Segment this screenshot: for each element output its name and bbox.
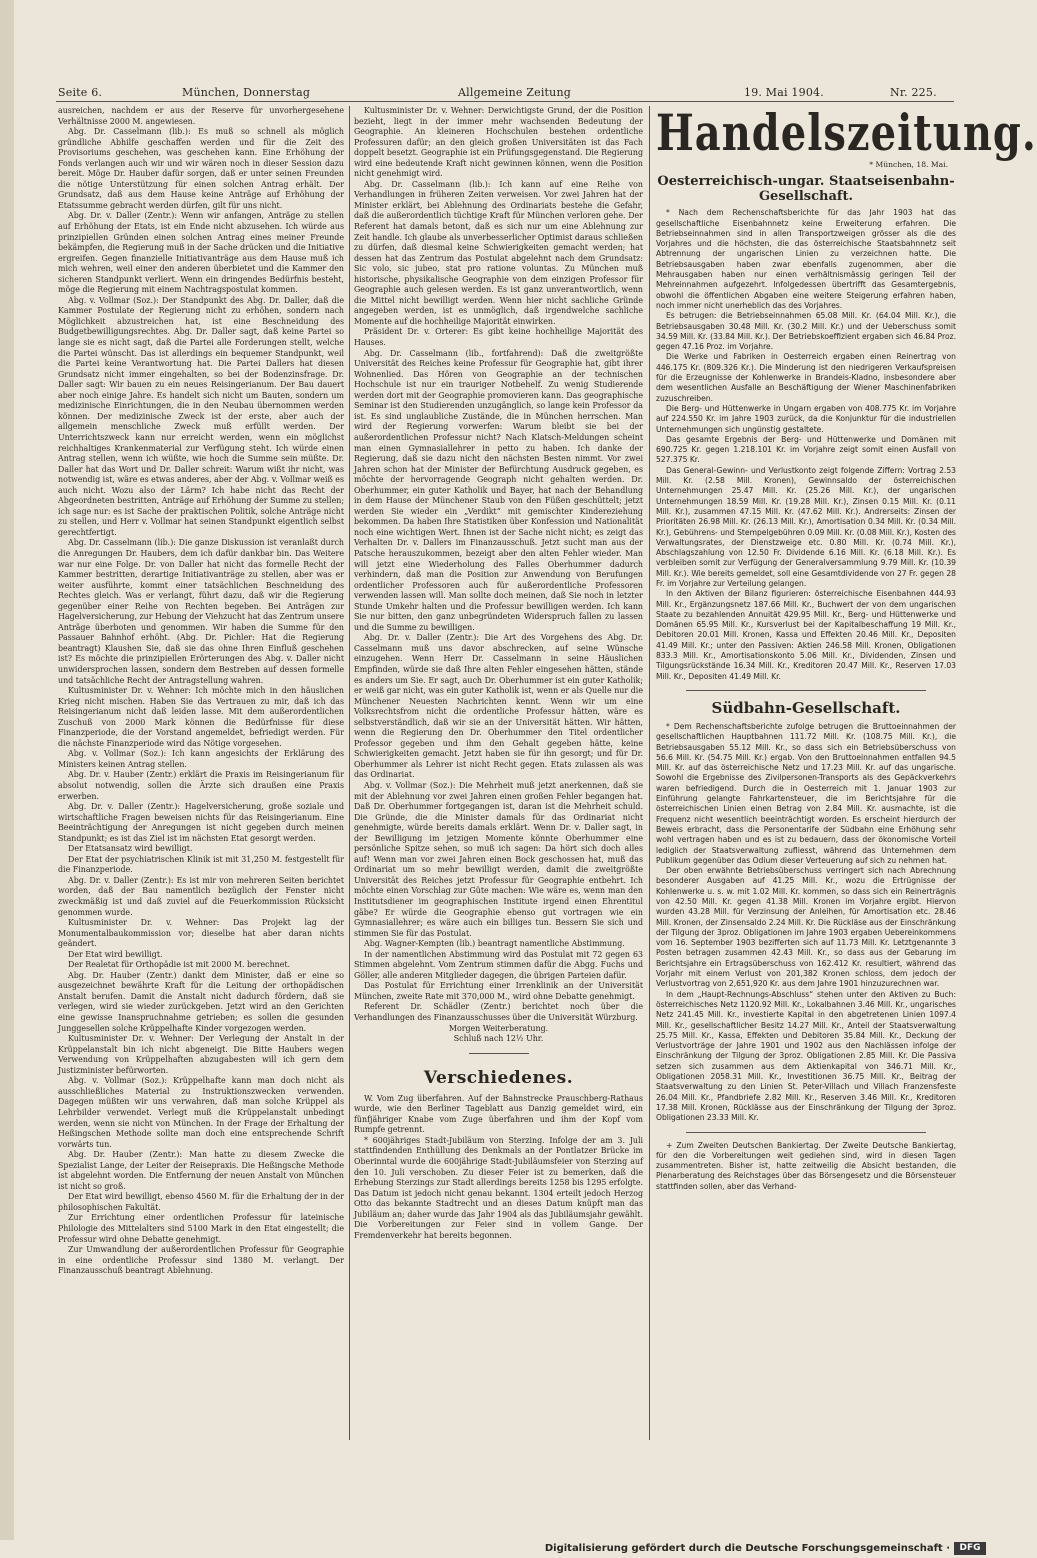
paragraph: Der oben erwähnte Betriebsüberschuss verringert sich nach Abrechnung besonderer Ausgaben auf 41.25 Mill. Kr., wozu die Ertrügnisse der Kohlenwerke u. s. w. mit 1.02 Mill. Kr. kommen, so dass sich ein Reinerträgnis von 42.50 Mill. Kr. gegen 41.38 Mill. Kronen im Vorjahre ergibt. Hiervon wurden 43.28 Mill. für Verzinsung der Anleihen, für Amortisation etc. 28.46 Mill. Kronen, der Zinsensaldo 2.24 Mill. Kr. Die Rückläse aus der Einschränkung der Tilgung der 3proz. Obligationen im Jahre 1903 ergaben Uebereinkommens vom 16. September 1903 bezifferten sich auf 11.73 Mill. Kr. Letztgenannte 3 Posten betragen zusammen 42.43 Mill. Kr., so dass aus der Gebarung im Berichtsjahre ein Ertragsüberschuss von 162.412 Kr. resultiert, während das Vorjahr mit einem Verlust von 201,382 Kronen schloss, dem jedoch der Verlustvortrag von 2,651,920 Kr. aus dem Jahre 1901 hinzuzurechnen war. [656, 866, 956, 989]
paragraph: Abg. Dr. Hauber (Zentr.): Man hatte zu diesem Zwecke die Spezialist Lange, der Leiter der Reisepraxis. Die Heßingsche Methode ist abgelehnt worden. Die Entfernung der neuen Anstalt von München ist nicht so groß. [58, 1150, 344, 1191]
page-number: Seite 6. [58, 86, 103, 99]
paragraph: Abg. Dr. Casselmann (lib.): Die ganze Diskussion ist veranlaßt durch die Anregungen Dr. Haubers, dem ich dafür dankbar bin. Das Weitere war nur eine Folge. Dr. von Daller hat nicht das formelle Recht der Kammer bestritten, derartige Initiativanträge zu stellen, aber was er weiter ausführte, kommt einer tatsächlichen Beschneidung des Rechtes gleich. Was er verlangt, führt dazu, daß wir die Regierung gegenüber einer Reihe von Rechten begeben. Bei Anträgen zur Hagelversicherung, zur Hebung der Viehzucht hat das Zentrum unsere Anträge überboten und genommen. Wir haben die Summe für den Passauer Bahnhof erhöht. (Abg. Dr. Pichler: Hat die Regierung beantragt) Klaushen Sie, daß sie das ohne Ihren Einfluß geschehen ist? Es möchte die prinzipiellen Erörterungen des Abg. v. Daller nicht unwidersprochen lassen, sondern dem Bestreben auf dessen formelle und tatsächliche Recht der Antragstellung wahren. [58, 538, 344, 685]
paragraph: * Dem Rechenschaftsberichte zufolge betrugen die Bruttoeinnahmen der gesellschaftlichen Hauptbahnen 111.72 Mill. Kr. (108.75 Mill. Kr.), die Betriebsausgaben 55.12 Mill. Kr., so dass sich ein Betriebsüberschuss von 56.6 Mill. Kr. (54.75 Mill. Kr.) ergab. Von den Bruttoeinnahmen entfallen 94.5 Mill. Kr. auf das österreichische Netz und 17.23 Mill. Kr. auf das ungarische. Sowohl die Ergebnisse des Zivilpersonen-Transports als des Gepäckverkehrs waren befriedigend. Durch die in Oesterreich mit 1. Januar 1903 zur Einführung gelangte Fahrkartensteuer, die im Berichtsjahre für die österreichischen Linien einen Betrag von 2.84 Mill. Kr. ausmachte, ist die Frequenz nicht wesentlich beeinträchtigt worden. Es erscheint hierdurch der Beweis erbracht, dass die Personentarife der Südbahn eine Erhöhung sehr wohl vertragen haben und es ist zu bedauern, dass der ökonomische Vorteil lediglich der Staatsverwaltung zufliesst, während das Unternehmen dem Publikum gegenüber das Odium dieser Verteuerung auf sich zu nehmen hat. [656, 721, 956, 865]
paragraph: Abg. Dr. Hauber (Zentr.) dankt dem Minister, daß er eine so ausgezeichnet bewährte Kraft für die Leitung der orthopädischen Anstalt berufen. Damit die Anstalt nicht dadurch fördern, daß sie verlegen, wird sie wieder zurückgeben. Jetzt wird an den Gerichten eine gewisse Inanspruchnahme getrieben; es sollen die gesunden Junggesellen solche Krüppelhafte Kinder vorgezogen werden. [58, 970, 344, 1033]
paragraph: Der Realetat für Orthopädie ist mit 2000 M. berechnet. [68, 960, 291, 970]
paragraph: Referent Dr. Schädler (Zentr.) berichtet noch über die Verhandlungen des Finanzausschusses über die Universität Würzburg. [354, 1002, 643, 1023]
paragraph: Das Postulat für Errichtung einer Irrenklinik an der Universität München, zweite Rate mit 370,000 M., wird ohne Debatte genehmigt. [354, 981, 643, 1001]
paragraph: Der Etat wird bewilligt, ebenso 4560 M. für die Erhaltung der in der philosophischen Fakultät. [58, 1192, 344, 1212]
paragraph: Abg. Dr. Casselmann (lib.): Ich kann auf eine Reihe von Verhandlungen in früheren Zeiten verweisen. Vor zwei Jahren hat der Minister erklärt, bei Ablehnung des Ordinariats bestehe die Gefahr, daß die außerordentlich tüchtige Kraft für München verloren gehe. Der Referent hat damals betont, daß es sich nur um eine Ablehnung zur Zeit handle. Ich glaube als unverbesserlicher Optimist daraus schließen zu dürfen, daß diesmal keine Schwierigkeiten gemacht werden; hat dessen hat das Zentrum das Postulat abgelehnt nach dem Grundsatz: Sic volo, sic jubeo, stat pro ratione voluntas. Zu München muß historische, physikalische Geographie von dem einzigen Professor für Geographie auch gelesen werden. Es ist ganz unverantwortlich, wenn die Mittel nicht bewilligt werden. Wenn hier nicht sachliche Gründe angegeben werden, ist es unmöglich, daß irgendwelche sachliche Momente auf die hochheilige Majorität einwirken. [354, 179, 643, 326]
paragraph: Abg. Dr. v. Hauber (Zentr.) erklärt die Praxis im Reisingerianum für absolut notwendig, sollen die Ärzte sich draußen eine Praxis erwerben. [58, 770, 344, 801]
paragraph: Zur Errichtung einer ordentlichen Professur für lateinische Philologie des Mittelalters sind 5100 Mark in den Etat eingestellt; die Professur wird ohne Debatte genehmigt. [58, 1213, 344, 1244]
paragraph: Die Berg- und Hüttenwerke in Ungarn ergaben von 408.775 Kr. im Vorjahre auf 224.550 Kr. im Jahre 1903 zurück, da die Konjunktur für die industriellen Unternehmungen sich ungünstig gestaltete. [656, 403, 956, 434]
dfg-logo: DFG [954, 1542, 986, 1555]
paragraph: Kultusminister Dr. v. Wehner: Das Projekt lag der Monumentalbaukommission vor; dieselbe hat aber daran nichts geändert. [58, 918, 344, 949]
closing-line: Morgen Weiterberatung. [448, 1023, 549, 1033]
column-rule-1 [349, 106, 350, 1440]
column-1 [58, 106, 344, 1440]
paragraph: ausreichen, nachdem er aus der Reserve für unvorhergesehene Verhältnisse 2000 M. angewiesen. [58, 106, 344, 126]
paragraph: Kultusminister Dr. v. Wehner: Derwichtigste Grund, der die Position bezieht, liegt in der immer mehr wachsenden Bedeutung der Geographie. An kleineren Hochschulen bestehen ordentliche Professuren dafür; an den gleich großen Universitäten ist das Fach doppelt besetzt. Geographie ist ein Prüfungsgegenstand. Die Regierung wird eine bedeutende Kraft nicht gewinnen können, wenn die Position nicht genehmigt wird. [354, 106, 643, 179]
header-rule [56, 101, 954, 102]
paragraph: Abg. v. Vollmar (Soz.): Der Standpunkt des Abg. Dr. Daller, daß die Kammer Postulate der Regierung nicht zu erhöhen, sondern nach Möglichkeit abzustreichen hat, ist eine Beschneidung des Budgetbewilligungsrechtes. Abg. Dr. Daller sagt, daß keine Partei so lange sie es nicht sagt, daß die Partei alle Forderungen stellt, welche die Partei wünscht. Das ist allerdings ein bequemer Standpunkt, weil die Partei keine Verantwortung hat. Die Partei Dallers hat diesen Grundsatz nicht immer eingehalten, so bei der Bodenzinsfrage. Dr. Daller sagt: Wir bauen zu ein neues Reisingerianum. Der Bau dauert aber noch einige Jahre. Es handelt sich nicht um Bauten, sondern um medizinische Einrichtungen, die in den Neubau übernommen werden können. Der medizinische Zweck ist der erste, aber auch der allgemein menschliche Zweck muß erfüllt werden. Der Unterrichtszweck kann nur erreicht werden, wenn ein möglichst reichhaltiges Krankenmaterial zur Verfügung steht. Ich würde einen Antrag stellen, wenn ich wüßte, wie hoch die Summe sein müßte. Dr. Daller hat das Wort und Dr. Daller schreit: Warum wißt ihr nicht, was notwendig ist, wäre es etwas anderes, aber der Abg. v. Vollmar weiß es auch nicht. Wozu also der Lärm? Ich habe nicht das Recht der Abgeordneten bestritten, Anträge auf Erhöhung der Summe zu stellen; ich sage nur: es ist Sache der praktischen Politik, solche Anträge nicht zu stellen, und Herr v. Vollmar hat seinen Standpunkt eigentlich selbst gerechtfertigt. [58, 295, 344, 537]
paragraph: Abg. v. Vollmar (Soz.): Ich kann angesichts der Erklärung des Ministers keinen Antrag stellen. [58, 749, 344, 769]
section-title: Verschiedenes. [423, 1067, 574, 1088]
newspaper-name: Allgemeine Zeitung [458, 86, 571, 99]
closing-line: Schluß nach 12½ Uhr. [453, 1034, 544, 1044]
column-3 [656, 103, 1037, 1440]
paragraph: Präsident Dr. v. Orterer: Es gibt keine hochheilige Majorität des Hauses. [354, 327, 643, 348]
paragraph: Abg. Wagner-Kempten (lib.) beantragt namentliche Abstimmung. [364, 939, 625, 949]
paragraph: Abg. Dr. v. Daller (Zentr.): Die Art des Vorgehens des Abg. Dr. Casselmann muß uns davor abschrecken, auf seine Wünsche einzugehen. Wenn Herr Dr. Casselmann in seine Häuslichen Empfinden, würde sie daß Ihre alten Fehler eingesehen hätten, stände es anders um Sie. Er sagt, auch Dr. Oberhummer ist ein guter Katholik; er weiß gar nicht, was ein guter Katholik ist, wenn er als Quelle nur die Münchener Neuesten Nachrichten kennt. Wenn wir um eine Volksrechtsfrom nicht die ordentliche Professur hätten, wäre es selbstverständlich, daß wir sie an der Universität hätten. Wir hätten, wenn die Regierung den Dr. Oberhummer den Titel ordentlicher Professor gegeben und ihm den Gehalt gegeben hätte, keine Schwierigkeiten gemacht. Jetzt haben sie für ihn gesorgt; und für Dr. Oberhummer als Lehrer ist nicht Recht gegen. Etats zulassen als was das Ordinariat. [354, 633, 643, 780]
paragraph: Abg. v. Vollmar (Soz.): Krüppelhafte kann man doch nicht als ausschließliches Material zu Instruktionszwecken verwenden. Dagegen müßten wir uns verwahren, daß man solche Krüppel als Lehrbilder verwendet. Verlegt muß die Krüppelanstalt unbedingt werden, wenn sie nicht von München. In der Frage der Erhaltung der Heßingschen Methode sollte man doch eine entsprechende Schrift vorwärts tun. [58, 1076, 344, 1149]
paragraph: Zur Umwandlung der außerordentlichen Professur für Geographie in eine ordentliche Professur sind 1380 M. verlangt. Der Finanzausschuß beantragt Ablehnung. [58, 1245, 344, 1276]
page-header [56, 86, 954, 102]
paragraph: * Nach dem Rechenschaftsberichte für das Jahr 1903 hat das gesellschaftliche Eisenbahnnetz keine Erweiterung erfahren. Die Betriebseinnahmen sind in allen Transportzweigen grösser als die des Vorjahres und die höchsten, die das österreichische Staatsbahnnetz seit Abtrennung der ungarischen Linien zu verzeichnen hatte. Die Betriebsausgaben haben zwar ebenfalls zugenommen, aber die Mehrausgaben haben nur einen verhältnismässig geringen Teil der Mehreinnahmen aufgezehrt. Infolgedessen übertrifft das Gesamtergebnis, obwohl die öffentlichen Abgaben eine weitere Steigerung erfahren haben, noch immer nicht unerheblich das des Vorjahres. [656, 208, 956, 310]
paragraph: Kultusminister Dr. v. Wehner: Ich möchte mich in den häuslichen Krieg nicht mischen. Haben Sie das Vertrauen zu mir, daß ich das Reisingerianum nicht daß leiden lasse. Mit dem außerordentlichen Zuschuß von 2000 Mark können die Bedürfnisse für diese Finanzperiode, die der Vorstand angemeldet, befriedigt werden. Für die nächste Finanzperiode wird das Nötige vorgesehen. [58, 686, 344, 748]
article-divider [686, 690, 926, 691]
paragraph: In dem „Haupt-Rechnungs-Abschluss“ stehen unter den Aktiven zu Buch: österreichisches Netz 1120.92 Mill. Kr., Lokalbahnen 3.46 Mill. Kr., ungarisches Netz 241.45 Mill. Kr., investierte Kapital in den abgetretenen Linien 1097.4 Mill. Kr., gesellschaftlicher Besitz 14.27 Mill. Kr., Anteil der Staatsverwaltung 25.75 Mill. Kr., Kassa, Effekten und Debitoren 35.84 Mill. Kr., Deckung der Verlustvorträge der Jahre 1901 und 1902 aus den Nachlässen infolge der Einschränkung der Tilgung der 3proz. Obligationen 2.85 Mill. Kr. Die Passiva setzen sich zusammen aus dem Aktienkapital von 346.71 Mill. Kr., Obligationen 2058.31 Mill. Kr., Investitionen 36.75 Mill. Kr., Beitrag der Staatsverwaltung zu den Linien St. Peter-Villach und Villach Franzensfeste 26.04 Mill. Kr., Pfandbriefe 2.82 Mill. Kr., Reserven 3.46 Mill. Kr., Kreditoren 17.38 Mill. Kronen, Rücklässe aus der Einschränkung der Tilgung der 3proz. Obligationen 23.33 Mill. Kr. [656, 989, 956, 1123]
issue-date: 19. Mai 1904. [744, 86, 824, 99]
paragraph: In den Aktiven der Bilanz figurieren: österreichische Eisenbahnen 444.93 Mill. Kr., Ergänzungsnetz 187.66 Mill. Kr., Buchwert der von dem ungarischen Staate zu bezahlenden Annuität 429.95 Mill. Kr., Berg- und Hüttenwerke und Domänen 65.95 Mill. Kr., Kursverlust bei der Kapitalbeschaffung 19 Mill. Kr., Debitoren 20.01 Mill. Kronen, Kassa und Effekten 20.46 Mill. Kr., Depositen 41.49 Mill. Kr.; unter den Passiven: Aktien 246.58 Mill. Kronen, Obligationen 833.3 Mill. Kr., Amortisationskonto 5.06 Mill. Kr., Dividenden, Zinsen und Tilgungsrückstände 16.34 Mill. Kr., Kreditoren 20.47 Mill. Kr., Reserven 17.03 Mill. Kr., Depositen 41.49 Mill. Kr. [656, 589, 956, 681]
column-rule-2 [649, 106, 650, 1440]
paragraph: Der Etatsansatz wird bewilligt. [68, 844, 193, 854]
issue-number: Nr. 225. [890, 86, 937, 99]
paragraph: * 600jähriges Stadt-Jubiläum von Sterzing. Infolge der am 3. Juli stattfindenden Enthüllung des Denkmals an der Pontlatzer Brücke im Oberinntal wurde die 600jährige Stadt-Jubiläumsfeier von Sterzing auf den 10. Juli verschoben. Zu dieser Feier ist zu bemerken, daß die Erhebung Sterzings zur Stadt allerdings bereits 1258 bis 1295 erfolgte. Das Datum ist jedoch nicht genau bekannt. 1304 erteilt jedoch Herzog Otto das bekannte Stadtrecht und an dieses Datum knüpft man das Jubiläum an; daher wurde das Jahr 1904 als das Jubiläumsjahr gewählt. Die Vorbereitungen zur Feier sind in vollem Gange. Der Fremdenverkehr hat bereits begonnen. [354, 1135, 643, 1240]
paragraph: Kultusminister Dr. v. Wehner: Der Verlegung der Anstalt in der Krüppelanstalt bin ich nicht abgeneigt. Die Bitte Haubers wegen Verwendung von Krüppelhaften abzugabesten will ich gern dem Justizminister befürworten. [58, 1034, 344, 1075]
paragraph: Abg. v. Vollmar (Soz.): Die Mehrheit muß jetzt anerkennen, daß sie mit der Ablehnung vor zwei Jahren einen großen Fehler begangen hat. Daß Dr. Oberhummer fortgegangen ist, daran ist die Mehrheit schuld. Die Gründe, die die Minister damals für das Ordinariat nicht genehmigte, würde bereits damals erklärt. Wenn Dr. v. Daller sagt, in der Bewilligung im jetzigen Momente könnte Oberhummer eine persönliche Spitze sehen, so muß ich sagen: Da hört sich doch alles auf! Wenn man vor zwei Jahren einen Bock geschossen hat, muß das Ordinariat um so mehr bewilligt werden, damit die zweitgrößte Universität des Reiches jetzt Professur für Geographie entbehrt. Ich möchte einen Vorschlag zur Güte machen: Wie wäre es, wenn man den Institutsdiener im geographischen Institute irgend einen Ehrentitul gäbe? Er würde die Geographie ebenso gut vortragen wie ein Gymnasiallehrer; es wäre auch ein billiges tun. Bessern Sie sich und stimmen Sie für das Postulat. [354, 781, 643, 938]
column-2 [354, 106, 643, 1440]
article-heading: Südbahn-Gesellschaft. [711, 698, 901, 717]
funding-credit: Digitalisierung gefördert durch die Deutsche Forschungsgemeinschaft · [544, 1543, 950, 1554]
paragraph: Der Etat wird bewilligt. [68, 949, 163, 959]
place-day: München, Donnerstag [182, 86, 311, 99]
paragraph: Das gesamte Ergebnis der Berg- und Hüttenwerke und Domänen mit 690.725 Kr. gegen 1.218.101 Kr. im Vorjahre zeigt somit einen Ausfall von 527.375 Kr. [656, 434, 956, 465]
paragraph: Abg. Dr. v. Daller (Zentr.): Wenn wir anfangen, Anträge zu stellen auf Erhöhung der Etats, ist ein Ende nicht abzusehen. Ich würde aus prinzipiellen Gründen einen solchen Antrag eines meiner Freunde bekämpfen, die Regierung muß in der Sache drücken und die Initiative ergreifen. Gegen finanzielle Initiativanträge aus dem Hause muß ich mich wehren, weil einer den anderen überbietet und die Kammer den sicheren Standpunkt verliert. Wenn ein dringendes Bedürfnis besteht, möge die Regierung mit einem Nachtragspostulat kommen. [58, 211, 344, 295]
digitization-footer [0, 1540, 1000, 1558]
section-divider [469, 1053, 529, 1054]
page-left-edge [0, 0, 14, 1540]
article-divider [686, 1132, 926, 1133]
paragraph: Abg. Dr. Casselmann (lib., fortfahrend): Daß die zweitgrößte Universität des Reiches keine Professur für Geographie hat, gibt ihrer Wohnenlied. Das Hören von Geographie an der technischen Hochschule ist nur ein trauriger Notbehelf. Zu wenig Studierende werden dort mit der Geographie promovieren kann. Das geographische Seminar ist den Studierenden unzugänglich, so lange kein Professor da ist. Es sind unglaubliche Zustände, die in München herrschen. Man wird der Regierung vorwerfen: Warum bleibt sie bei der außerordentlichen Professur nicht? Nach Klatsch-Meldungen scheint man einen Gymnasiallehrer in petto zu haben. Ich danke der Regierung, daß sie dazu nicht den nächsten Besten nimmt. Vor zwei Jahren schon hat der Minister der Befürchtung Ausdruck gegeben, es möchte der hervorragende Geograph nicht gehalten werden. Dr. Oberhummer, ein guter Katholik und Bayer, hat nach der Behandlung in dem Hause der Münchener Staub von den Füßen geschüttelt; jetzt werden Sie wieder ein „Verdikt“ mit gemischter Kindereziehung bekommen. Da haben Ihre Statistiken über Konfession und Nationalität noch eine wichtigen Wert. Ihnen ist der Sache nicht nicht; es zeigt das Verhalten Dr. v. Dallers im Finanzausschuß. Jetzt sucht man aus der Patsche herauszukommen, bezeigt aber den alten Fehler wieder. Man will jetzt eine Wiederholung des Falles Oberhummer dadurch verhindern, daß man die Position zur Anwendung von Berufungen ordentlicher Professoren auch für außerordentliche Professoren verwenden lassen will. Man sollte doch meinen, daß Sie noch in letzter Stunde Umkehr halten und die Professur bewilligen werden. Ich kann Sie nur bitten, den ganz unbegründeten Widerspruch fallen zu lassen und die Summe zu bewilligen. [354, 348, 643, 632]
paragraph: Abg. Dr. v. Daller (Zentr.): Es ist mir von mehreren Seiten berichtet worden, daß der Bau namentlich bezüglich der Fenster nicht zweckmäßig ist und daß zuviel auf die Feuerkommission Rücksicht genommen wurde. [58, 875, 344, 917]
paragraph: Die Werke und Fabriken in Oesterreich ergaben einen Reinertrag von 446.175 Kr. (809.326 Kr.). Die Minderung ist den niedrigeren Verkaufspreisen für die Erzeugnisse der Kohlenwerke in Brandeis-Kladno, insbesondere aber dem wesentlichen Ausfalle an Beschäftigung der Wiener Maschinenfabriken zuzuschreiben. [656, 352, 956, 403]
paragraph: Abg. Dr. v. Daller (Zentr.): Hagelversicherung, große soziale und wirtschaftliche Fragen beweisen nichts für das Reisingerianum. Eine Beeinträchtigung der Anregungen ist nicht gegeben durch meinen Standpunkt; es ist das Ziel ist im nächsten Etat gesorgt werden. [58, 802, 344, 843]
paragraph: In der namentlichen Abstimmung wird das Postulat mit 72 gegen 63 Stimmen abgelehnt. Vom Zentrum stimmen dafür die Abgg. Fuchs und Göller, alle anderen Mitglieder dagegen, die übrigen Parteien dafür. [354, 949, 643, 980]
dateline: * München, 18. Mai. [869, 160, 948, 169]
paragraph: + Zum Zweiten Deutschen Bankiertag. Der Zweite Deutsche Bankiertag, für den die Vorbereitungen weit gediehen sind, wird in diesen Tagen zusammentreten. Bisher ist, hatte zeitweilig die Absicht bestanden, die Plenarberatung des Reichstages über das Börsengesetz und die Börsensteuer stattfinden sollen, aber das Verhand- [656, 1140, 956, 1191]
paragraph: Es betrugen: die Betriebseinnahmen 65.08 Mill. Kr. (64.04 Mill. Kr.), die Betriebsausgaben 30.48 Mill. Kr. (30.2 Mill. Kr.) und der Ueberschuss somit 34.59 Mill. Kr. (33.84 Mill. Kr.). Der Betriebskoeffizient ergaben sich 46.84 Proz. gegen 47.16 Proz. im Vorjahre. [656, 311, 956, 352]
paragraph: Der Etat der psychiatrischen Klinik ist mit 31,250 M. festgestellt für die Finanzperiode. [58, 854, 344, 875]
article-heading: Oesterreichisch-ungar. Staatseisenbahn-Gesellschaft. [657, 174, 955, 205]
paragraph: W. Vom Zug überfahren. Auf der Bahnstrecke Prauschberg-Rathaus wurde, wie den Berliner Tageblatt aus Danzig gemeldet wird, ein fünfjähriger Knabe vom Zuge überfahren und ihm der Kopf vom Rumpfe getrennt. [354, 1093, 643, 1135]
paragraph: Abg. Dr. Casselmann (lib.): Es muß so schnell als möglich gründliche Abhilfe geschaffen werden und für die Zeit des Provisoriums geschehen, was geschehen kann. Eine Erhöhung der Fonds verlangen auch wir und wir wären noch in dieser Session dazu bereit. Möge Dr. Hauber dafür sorgen, daß er unter seinen Freunden die nötige Unterstützung für einen solchen Antrag erhält. Der Grundsatz, daß aus dem Hause keine Anträge auf Erhöhung der Etatssumme gebracht werden dürfen, gilt für uns nicht. [58, 127, 344, 210]
masthead-title: Handelszeitung. [656, 103, 1037, 163]
paragraph: Das General-Gewinn- und Verlustkonto zeigt folgende Ziffern: Vortrag 2.53 Mill. Kr. (2.58 Mill. Kronen), Gewinnsaldo der österreichischen Unternehmungen 25.47 Mill. Kr. (25.26 Mill. Kr.), der ungarischen Unternehmungen 18.59 Mill. Kr. (19.28 Mill. Kr.), Zinsen 0.15 Mill. Kr. (0.11 Mill. Kr.), zusammen 47.15 Mill. Kr. (47.62 Mill. Kr.). Andrerseits: Zinsen der Prioritäten 26.98 Mill. Kr. (26.13 Mill. Kr.), Amortisation 0.34 Mill. Kr. (0.34 Mill. Kr.), Gebührens- und Stempelgebühren 0.09 Mill. Kr. (0.08 Mill. Kr.), Kosten des Verwaltungsrates, der Dienstzweige etc. 0.80 Mill. Kr. (0.74 Mill. Kr.), Abschlagszahlung von 12.50 Fr. Dividende 6.16 Mill. Kr. (6.18 Mill. Kr.). Es verbleiben somit zur Verfügung der Generalversammlung 9.79 Mill. Kr. (10.39 Mill. Kr.). Wie bereits gemeldet, soll eine Gesamtdividende von 27 Fr. gegen 28 Fr. im Vorjahre zur Verteilung gelangen. [656, 465, 956, 588]
